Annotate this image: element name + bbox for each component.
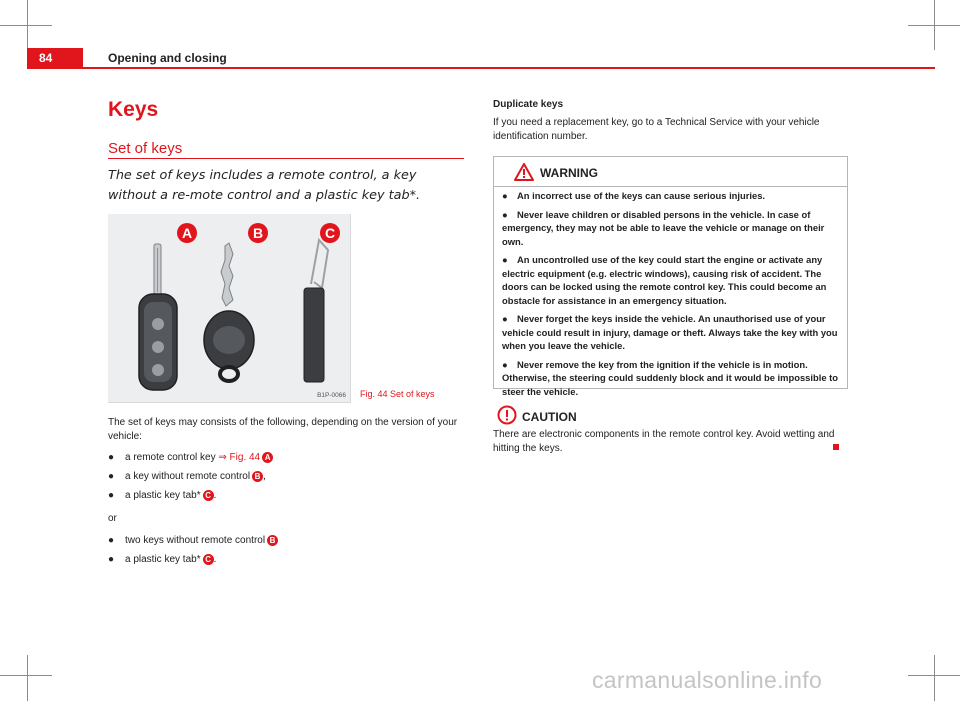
warning-item: ● An incorrect use of the keys can cause serious injuries.	[502, 190, 766, 201]
label-a	[177, 223, 197, 243]
svg-text:C: C	[324, 225, 336, 241]
caution-text: There are electronic components in the remote control key. Avoid wetting and hitting the keys.	[493, 429, 835, 454]
warning-item: ● Never remove the key from the ignition if the vehicle is in motion. Otherwise, the steering could suddenly block and it would be impossible to steer the vehicle.	[502, 358, 838, 397]
badge-a: A	[262, 452, 273, 463]
section-end-mark	[833, 444, 839, 450]
or-text: or	[108, 513, 117, 524]
keys-illustration	[108, 214, 350, 402]
remote-key-icon	[139, 244, 177, 390]
watermark: carmanualsonline.info	[592, 667, 823, 693]
list-item: ● a remote control key ⇒ Fig. 44 A	[108, 451, 273, 465]
list-item: ● a plastic key tab* C .	[108, 554, 217, 565]
warning-header	[494, 157, 847, 187]
section-title: Keys	[108, 98, 159, 121]
svg-text:A: A	[181, 225, 193, 241]
bullet-icon: ●	[108, 535, 115, 546]
bullet-icon: ●	[502, 358, 508, 370]
duplicate-keys-text: If you need a replacement key, go to a Technical Service with your vehicle identification number.	[493, 117, 820, 142]
list-item: ● two keys without remote control B	[108, 534, 278, 548]
caution-icon	[497, 405, 517, 425]
keys-figure	[108, 214, 351, 403]
warning-triangle-icon	[514, 163, 534, 181]
svg-text:B: B	[252, 225, 264, 241]
bullet-icon: ●	[502, 254, 508, 265]
plain-key-icon	[204, 243, 254, 381]
bullet-icon: ●	[108, 554, 115, 565]
bullet-icon: ●	[502, 313, 508, 324]
badge-c: C	[203, 490, 214, 501]
warning-list	[494, 189, 847, 403]
bullet-icon: ●	[108, 490, 115, 501]
keys-intro-text: The set of keys may consists of the following, depending on the version of your vehicle:	[108, 417, 458, 442]
bullet-icon: ●	[502, 208, 508, 220]
figure-code: B1P-0066	[317, 392, 346, 399]
crop-mark	[27, 655, 28, 701]
bullet-icon: ●	[502, 190, 508, 201]
warning-item: ● An uncontrolled use of the key could start the engine or activate any electric equipment (e.g. electric windows), causing risk of accident. The doors can be locked using the remote control key. This could become an obstacle for assistance in an emergency situation.	[502, 254, 827, 306]
figure-link[interactable]: ⇒ Fig. 44	[218, 452, 261, 463]
subtitle-rule	[108, 158, 464, 159]
section-subtitle: Set of keys	[108, 140, 183, 157]
badge-c: C	[203, 554, 214, 565]
plastic-tab-icon	[304, 240, 328, 382]
warning-item: ● Never forget the keys inside the vehicle. An unauthorised use of your vehicle could result in injury, damage or theft. Always take the key with you when you leave the vehicle.	[502, 313, 838, 351]
badge-b: B	[267, 535, 278, 546]
label-b	[248, 223, 268, 243]
crop-mark	[27, 0, 28, 50]
duplicate-keys-title: Duplicate keys	[493, 99, 564, 110]
list-item: ● a key without remote control B ,	[108, 471, 266, 482]
warning-item: ● Never leave children or disabled persons in the vehicle. In case of emergency, they may not be able to leave the vehicle or manage on their own.	[502, 208, 825, 247]
section-intro: The set of keys includes a remote control, a key without a re-mote control and a plastic key tab*.	[108, 168, 421, 203]
caution-title: CAUTION	[522, 410, 577, 424]
bullet-icon: ●	[108, 452, 115, 463]
warning-title: WARNING	[540, 166, 598, 180]
list-item: ● a plastic key tab* C .	[108, 490, 217, 501]
bullet-icon: ●	[108, 471, 115, 482]
crop-mark	[934, 655, 935, 701]
warning-box	[493, 156, 848, 397]
crop-mark	[0, 675, 52, 676]
page-number: 84	[27, 48, 83, 68]
crop-mark	[934, 0, 935, 50]
chapter-title: Opening and closing	[108, 51, 227, 65]
figure-caption: Fig. 44 Set of keys	[360, 389, 435, 399]
badge-b: B	[252, 471, 263, 482]
label-c	[320, 223, 340, 243]
crop-mark	[0, 25, 52, 26]
header-rule	[27, 67, 935, 69]
